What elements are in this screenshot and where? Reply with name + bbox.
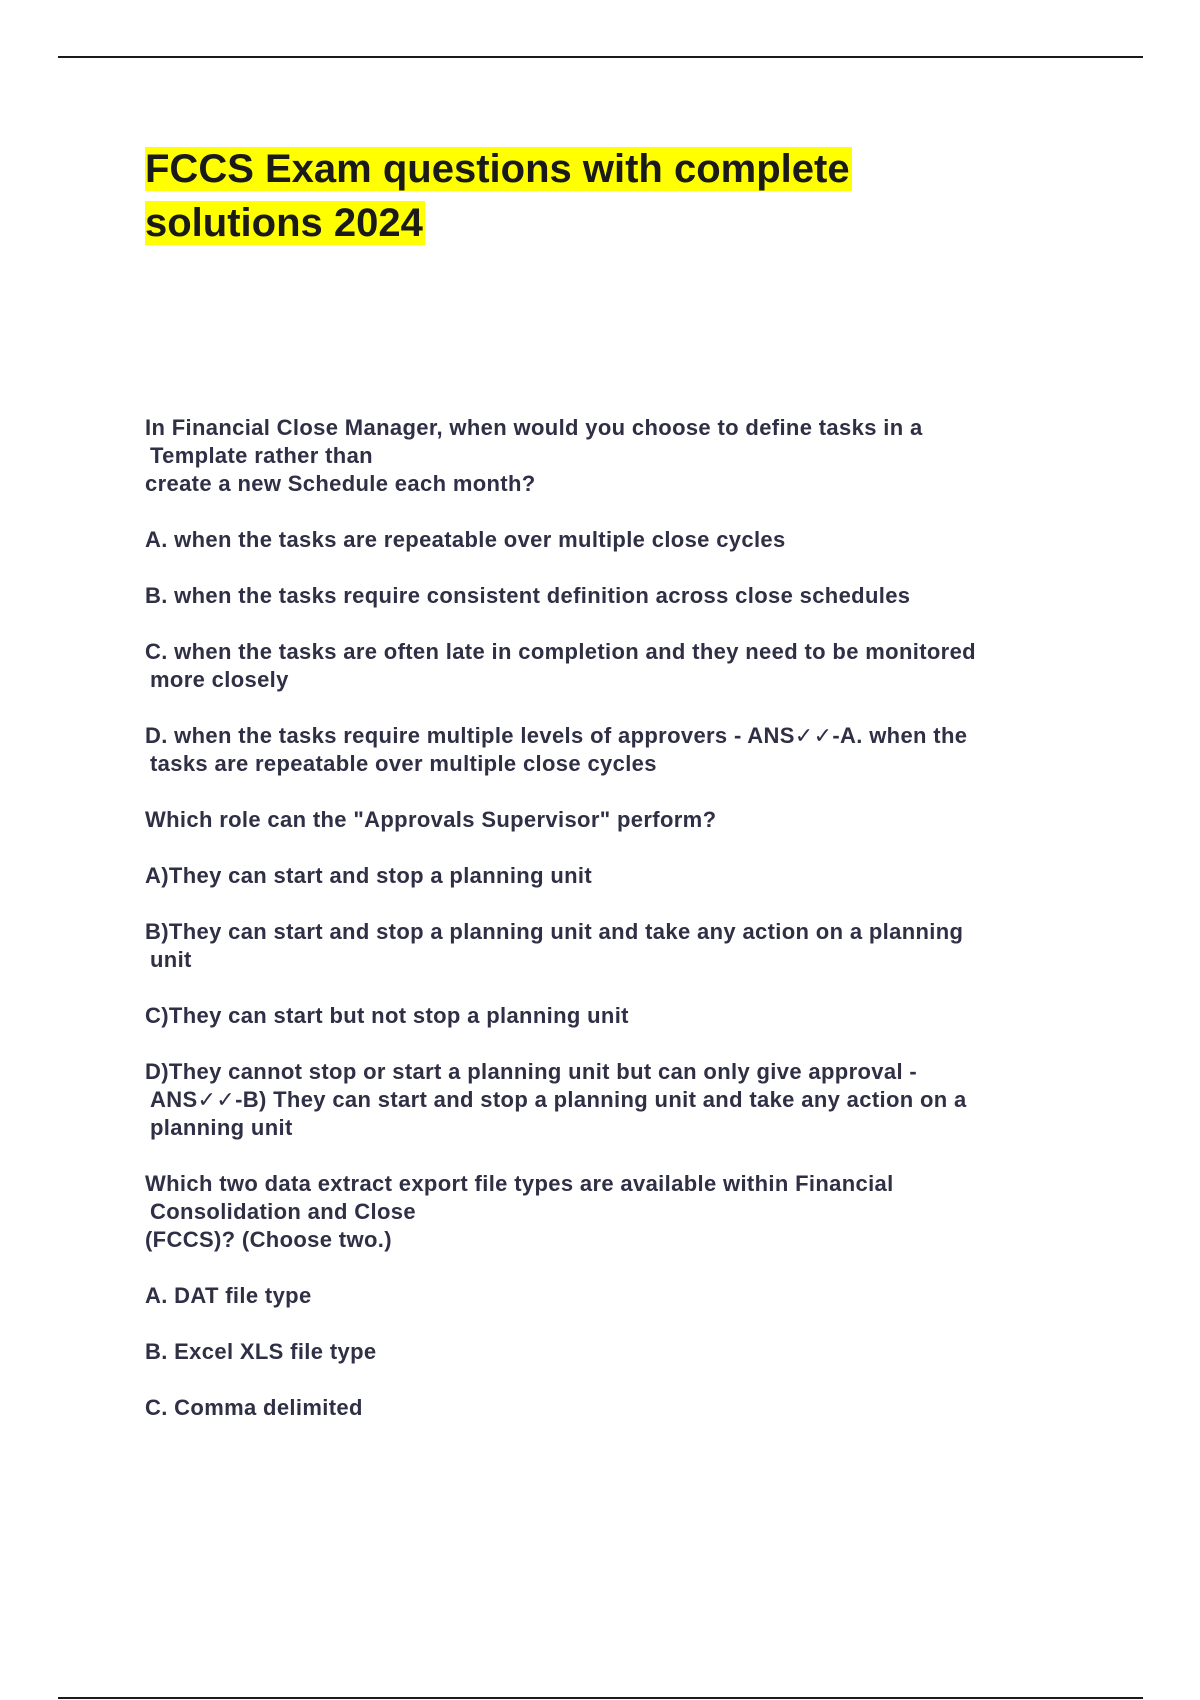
text-line: more closely — [150, 667, 289, 692]
text-line: C. Comma delimited — [145, 1395, 363, 1420]
text-line: Which two data extract export file types are available within Financial — [145, 1171, 894, 1196]
top-rule — [58, 56, 1143, 58]
text-line: ANS✓✓-B) They can start and stop a planning unit and take any action on a — [150, 1087, 967, 1112]
text-line: C)They can start but not stop a planning unit — [145, 1003, 629, 1028]
title-line-2: solutions 2024 — [145, 201, 423, 245]
text-line: A. DAT file type — [145, 1283, 312, 1308]
option-2d-answer — [145, 1058, 1065, 1142]
text-line: A. when the tasks are repeatable over multiple close cycles — [145, 527, 786, 552]
option-2a — [145, 862, 1065, 890]
question-content — [145, 414, 1065, 1450]
option-1c — [145, 638, 1065, 694]
option-2c — [145, 1002, 1065, 1030]
text-line: In Financial Close Manager, when would you choose to define tasks in a — [145, 415, 923, 440]
option-2b — [145, 918, 1065, 974]
text-line: unit — [150, 947, 192, 972]
text-line: (FCCS)? (Choose two.) — [145, 1227, 392, 1252]
text-line: C. when the tasks are often late in completion and they need to be monitored — [145, 639, 976, 664]
text-line: create a new Schedule each month? — [145, 471, 536, 496]
option-3a — [145, 1282, 1065, 1310]
text-line: D)They cannot stop or start a planning unit but can only give approval - — [145, 1059, 918, 1084]
text-line: Which role can the "Approvals Supervisor" perform? — [145, 807, 717, 832]
text-line: tasks are repeatable over multiple close cycles — [150, 751, 657, 776]
text-line: D. when the tasks require multiple levels of approvers - ANS✓✓-A. when the — [145, 723, 968, 748]
option-1b — [145, 582, 1065, 610]
bottom-rule — [58, 1697, 1143, 1699]
option-3b — [145, 1338, 1065, 1366]
text-line: planning unit — [150, 1115, 293, 1140]
question-1 — [145, 414, 1065, 498]
text-line: B. when the tasks require consistent definition across close schedules — [145, 583, 911, 608]
option-1a — [145, 526, 1065, 554]
question-2 — [145, 806, 1065, 834]
document-title — [145, 142, 1045, 250]
option-3c — [145, 1394, 1065, 1422]
text-line: Template rather than — [150, 443, 373, 468]
text-line: B)They can start and stop a planning unit and take any action on a planning — [145, 919, 964, 944]
title-line-1: FCCS Exam questions with complete — [145, 147, 850, 191]
question-3 — [145, 1170, 1065, 1254]
text-line: Consolidation and Close — [150, 1199, 416, 1224]
text-line: A)They can start and stop a planning unit — [145, 863, 593, 888]
text-line: B. Excel XLS file type — [145, 1339, 377, 1364]
option-1d-answer — [145, 722, 1065, 778]
